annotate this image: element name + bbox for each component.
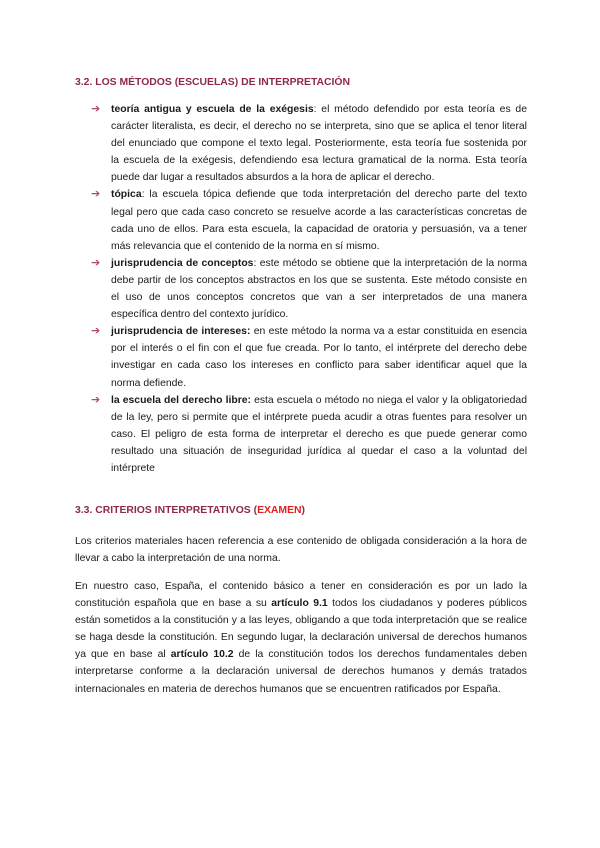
heading-text: 3.3. CRITERIOS INTERPRETATIVOS ( [75, 505, 258, 516]
bullet-text [111, 323, 527, 391]
arrow-right-icon: ➔ [91, 325, 101, 338]
paragraph-text: todos los ciudadanos y poderes públicos están sometidos a la constitución y a las leyes, obligando a que toda interpretación que se realice se haga desde la constitución. En segundo lugar, la declaración universal de derechos humanos ya que en base al [75, 598, 527, 661]
list-item [91, 101, 527, 186]
bullet-text [111, 392, 527, 477]
exam-label: EXAMEN [257, 505, 302, 516]
arrow-right-icon: ➔ [91, 393, 101, 406]
bullet-term: la escuela del derecho libre: [111, 394, 251, 406]
list-item [91, 255, 527, 323]
list-item [91, 323, 527, 391]
section-heading-3-3 [75, 505, 305, 516]
article-ref: artículo 10.2 [170, 649, 234, 661]
paragraph-spain [75, 578, 527, 698]
arrow-right-icon: ➔ [91, 256, 101, 269]
list-item [91, 186, 527, 254]
bullet-body: : este método se obtiene que la interpretación de la norma debe partir de los conceptos abstractos en los que se sustenta. Este método consiste en el uso de unos conceptos concretos que van a ser interpretados de una manera específica dentro del contexto jurídico. [111, 257, 527, 321]
paragraph-criteria: Los criterios materiales hacen referencia a ese contenido de obligada consideración a la hora de llevar a cabo la interpretación de una norma. [75, 536, 527, 565]
heading-close: ) [301, 505, 305, 516]
paragraph-text: de la constitución todos los derechos fundamentales deben interpretarse conforme a la declaración universal de derechos humanos y demás tratados internacionales en materia de derechos humanos que se encuentren ratificados por España. [75, 649, 527, 695]
bullet-body: : la escuela tópica defiende que toda interpretación del derecho parte del texto legal pero que cada caso concreto se resuelve acorde a las características concretas de cada uno de ellos. Para esta escuela, la capacidad de oratoria y persuasión, va a tener más relevancia que el contenido de la norma en sí mismo. [111, 189, 527, 252]
bullet-text [111, 255, 527, 323]
bullet-text [111, 186, 527, 254]
bullet-term: tópica [111, 189, 142, 201]
bullet-body: esta escuela o método no niega el valor y la obligatoriedad de la ley, pero si permite que el intérprete pueda acudir a otras fuentes para resolver un caso. El peligro de esta forma de interpretar el derecho es que puede generar como resultado una situación de inseguridad jurídica al quedar el caso a la voluntad del intérprete [111, 394, 527, 474]
bullet-term: jurisprudencia de intereses: [111, 326, 251, 338]
bullet-term: jurisprudencia de conceptos [111, 257, 254, 269]
arrow-right-icon: ➔ [91, 103, 101, 115]
list-item [91, 392, 527, 477]
paragraph-text: En nuestro caso, España, el contenido básico a tener en consideración es por un lado la constitución española que en base a su [75, 581, 527, 610]
methods-list [91, 101, 527, 477]
bullet-body: : el método defendido por esta teoría es de carácter literalista, es decir, el derecho no se interpreta, sino que se aplica el tenor literal del enunciado que compone el texto legal. Posteriormente, esta teoría fue sostenida por la escuela de la exégesis, defendiendo esa lectura gramatical de la norma. Esta teoría puede dar lugar a resultados absurdos a la hora de aplicar el derecho. [111, 104, 527, 184]
bullet-text [111, 101, 527, 186]
bullet-term: teoría antigua y escuela de la exégesis [111, 104, 314, 115]
arrow-right-icon: ➔ [91, 188, 101, 201]
section-heading-3-2: 3.2. LOS MÉTODOS (ESCUELAS) DE INTERPRETACIÓN [75, 77, 350, 88]
bullet-body: en este método la norma va a estar constituida en esencia por el interés o el fin con el que fue creada. Por lo tanto, el intérprete del derecho debe investigar en cada caso los intereses en conflicto para saber identificar aquel que la norma defiende. [111, 326, 527, 389]
article-ref: artículo 9.1 [271, 598, 328, 610]
